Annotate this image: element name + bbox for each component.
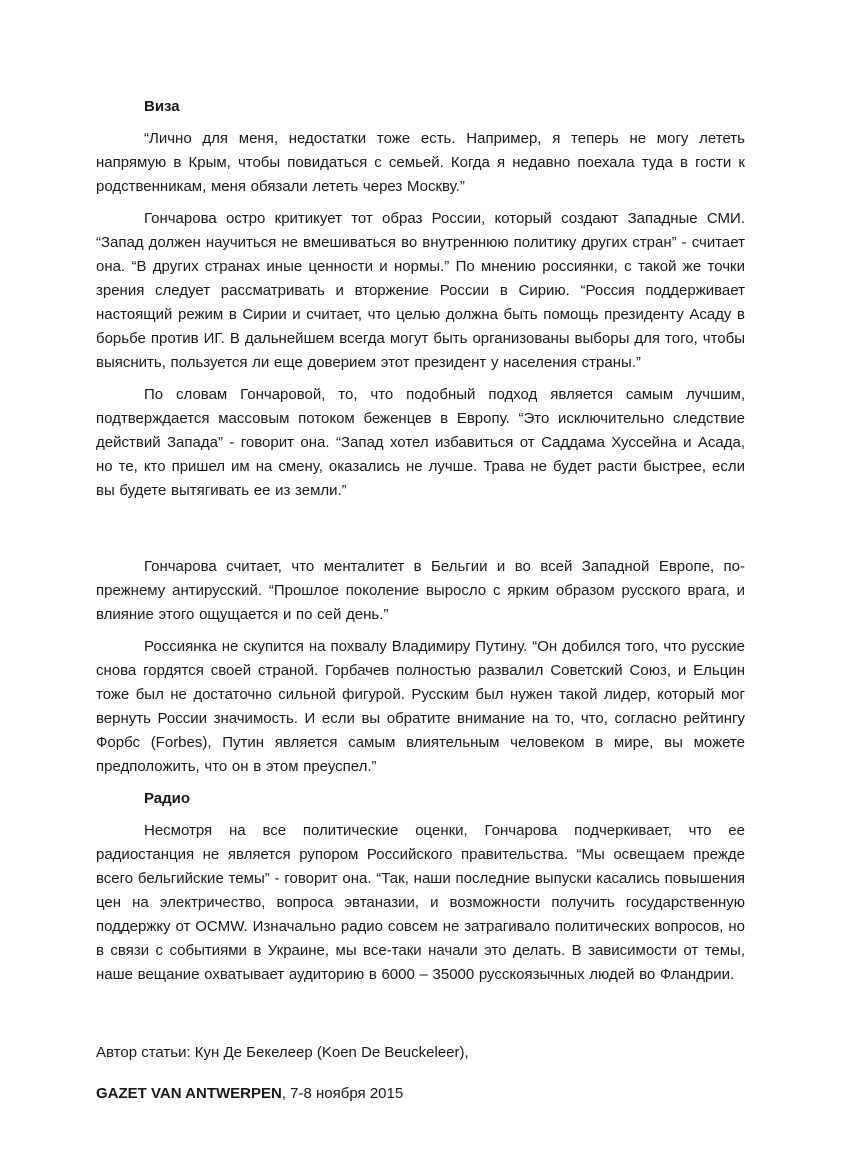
publication-date: , 7-8 ноября 2015	[281, 1085, 404, 1102]
author-line: Автор статьи: Кун Де Бекелеер (Koen De Beuckeleer),	[96, 1044, 469, 1061]
paragraph-western-media: Гончарова остро критикует тот образ России, который создают Западные СМИ. “Запад должен научиться не вмешиваться во внутреннюю политику других стран” - считает она. “В других странах иные ценности и нормы.” По мнению россиянки, с такой же точки зрения следует рассматривать и вторжение России в Сирию. “Россия поддерживает настоящий режим в Сирии и считает, что целью должна быть помощь президенту Асаду в борьбе против ИГ. В дальнейшем всегда могут быть организованы выборы для того, чтобы выяснить, пользуется ли еще доверием этот президент у населения страны.”	[96, 210, 745, 371]
section-heading-radio: Радио	[144, 790, 191, 807]
paragraph-gap	[96, 511, 745, 555]
paragraph-radio-station: Несмотря на все политические оценки, Гончарова подчеркивает, что ее радиостанция не является рупором Российского правительства. “Мы освещаем прежде всего бельгийские темы” - говорит она. “Так, наши последние выпуски касались повышения цен на электричество, вопроса эвтаназии, и возможности получить государственную поддержку от OCMW. Изначально радио совсем не затрагивало политических вопросов, но в связи с событиями в Украине, мы все-таки начали это делать. В зависимости от темы, наше вещание охватывает аудиторию в 6000 – 35000 русскоязычных людей во Фландрии.	[96, 822, 745, 983]
paragraph-putin-praise: Россиянка не скупится на похвалу Владимиру Путину. “Он добился того, что русские снова гордятся своей страной. Горбачев полностью развалил Советский Союз, и Ельцин тоже был не достаточно сильной фигурой. Русским был нужен такой лидер, который мог вернуть России значимость. И если вы обратите внимание на то, что, согласно рейтингу Форбс (Forbes), Путин является самым влиятельным человеком в мире, вы можете предположить, что он в этом преуспел.”	[96, 638, 745, 775]
section-heading-visa: Виза	[144, 98, 180, 115]
paragraph-visa-quote: “Лично для меня, недостатки тоже есть. Например, я теперь не могу лететь напрямую в Крым, чтобы повидаться с семьей. Когда я недавно поехала туда в гости к родственникам, меня обязали лететь через Москву.”	[96, 130, 745, 195]
publication-line	[96, 1082, 745, 1106]
paragraph-mentality: Гончарова считает, что менталитет в Бельгии и во всей Западной Европе, по-прежнему антирусский. “Прошлое поколение выросло с ярким образом русского врага, и влияние этого ощущается и по сей день.”	[96, 558, 745, 623]
paragraph-refugees: По словам Гончаровой, то, что подобный подход является самым лучшим, подтверждается массовым потоком беженцев в Европу. “Это исключительно следствие действий Запада” - говорит она. “Запад хотел избавиться от Саддама Хуссейна и Асада, но те, кто пришел им на смену, оказались не лучше. Трава не будет расти быстрее, если вы будете вытягивать ее из земли.”	[96, 386, 745, 499]
footer-gap	[96, 995, 745, 1041]
publication-name: GAZET VAN ANTWERPEN	[96, 1085, 282, 1102]
